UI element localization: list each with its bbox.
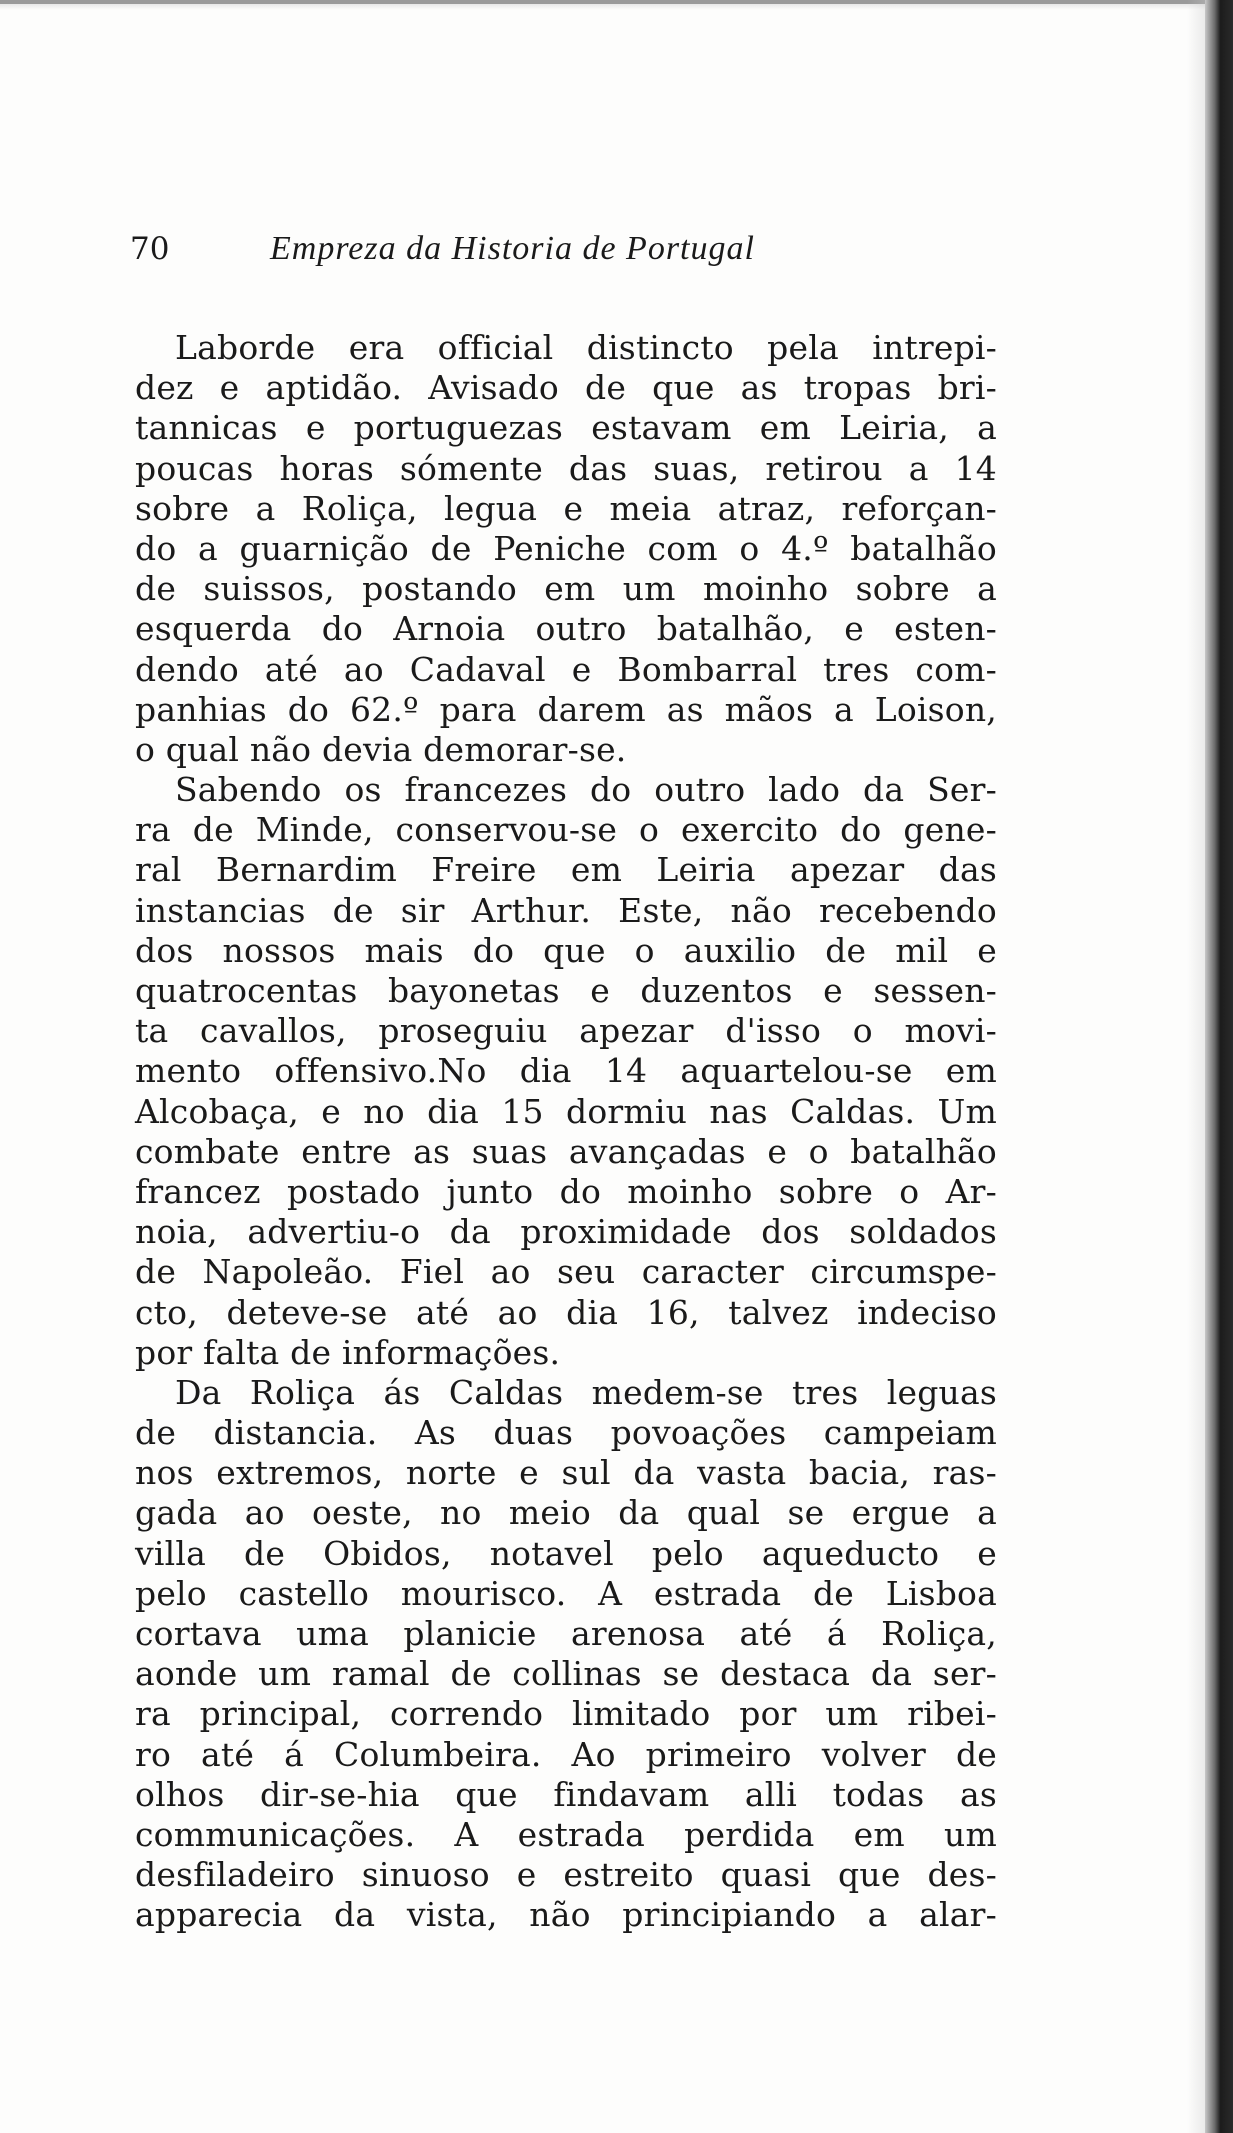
text-line: mento offensivo.No dia 14 aquartelou-se em xyxy=(135,1051,997,1091)
text-line: esquerda do Arnoia outro batalhão, e esten- xyxy=(135,609,997,649)
text-line: Laborde era official distincto pela intrepi- xyxy=(175,328,997,367)
text-line: dendo até ao Cadaval e Bombarral tres com- xyxy=(135,649,997,689)
text-line: poucas horas sómente das suas, retirou a 14 xyxy=(135,448,997,488)
text-line: dos nossos mais do que o auxilio de mil e xyxy=(135,930,997,970)
text-line: ra principal, correndo limitado por um ribei- xyxy=(135,1694,997,1734)
text-line: desfiladeiro sinuoso e estreito quasi que des- xyxy=(135,1855,997,1895)
text-line: de Napoleão. Fiel ao seu caracter circumspe- xyxy=(135,1252,997,1292)
body-text xyxy=(135,328,997,1936)
text-line: francez postado junto do moinho sobre o Ar- xyxy=(135,1171,997,1211)
page-header xyxy=(130,224,1010,274)
text-line: do a guarnição de Peniche com o 4.º batalhão xyxy=(135,528,997,568)
page-number: 70 xyxy=(130,231,170,267)
text-line: nos extremos, norte e sul da vasta bacia, ras- xyxy=(135,1453,997,1493)
text-line: dez e aptidão. Avisado de que as tropas bri- xyxy=(135,368,997,408)
text-line: villa de Obidos, notavel pelo aqueducto e xyxy=(135,1533,997,1573)
text-line: Da Roliça ás Caldas medem-se tres leguas xyxy=(175,1372,997,1412)
text-line: cto, deteve-se até ao dia 16, talvez indeciso xyxy=(135,1292,997,1332)
text-line: pelo castello mourisco. A estrada de Lisboa xyxy=(135,1573,997,1613)
text-line: por falta de informações. xyxy=(135,1332,561,1372)
text-line: quatrocentas bayonetas e duzentos e sessen- xyxy=(135,971,997,1010)
text-line: combate entre as suas avançadas e o batalhão xyxy=(135,1131,997,1171)
text-line: noia, advertiu-o da proximidade dos soldados xyxy=(135,1212,997,1252)
text-line: Sabendo os francezes do outro lado da Ser- xyxy=(175,770,997,810)
text-line: cortava uma planicie arenosa até á Roliça, xyxy=(135,1614,997,1653)
text-line: ta cavallos, proseguiu apezar d'isso o movi- xyxy=(135,1011,997,1051)
text-line: o qual não devia demorar-se. xyxy=(135,729,627,769)
text-line: aonde um ramal de collinas se destaca da ser- xyxy=(135,1654,997,1694)
scan-gutter-shadow xyxy=(1187,0,1205,2133)
scan-right-edge xyxy=(1205,0,1233,2133)
text-line: panhias do 62.º para darem as mãos a Loison, xyxy=(135,689,997,729)
text-line: de suissos, postando em um moinho sobre a xyxy=(135,569,997,609)
scan-top-edge xyxy=(0,0,1233,4)
text-line: de distancia. As duas povoações campeiam xyxy=(135,1413,997,1453)
text-line: olhos dir-se-hia que findavam alli todas as xyxy=(135,1774,997,1814)
running-title: Empreza da Historia de Portugal xyxy=(270,230,755,267)
text-line: tannicas e portuguezas estavam em Leiria, a xyxy=(135,408,997,448)
text-line: Alcobaça, e no dia 15 dormiu nas Caldas. Um xyxy=(135,1091,997,1131)
text-line: ra de Minde, conservou-se o exercito do gene- xyxy=(135,810,997,850)
text-line: instancias de sir Arthur. Este, não recebendo xyxy=(135,890,997,930)
text-line: sobre a Roliça, legua e meia atraz, reforçan- xyxy=(135,488,997,528)
text-line: gada ao oeste, no meio da qual se ergue a xyxy=(135,1493,997,1533)
text-line: ro até á Columbeira. Ao primeiro volver de xyxy=(135,1734,997,1774)
text-line: communicações. A estrada perdida em um xyxy=(135,1814,997,1854)
text-line: apparecia da vista, não principiando a alar- xyxy=(135,1895,997,1935)
text-line: ral Bernardim Freire em Leiria apezar das xyxy=(135,850,997,890)
